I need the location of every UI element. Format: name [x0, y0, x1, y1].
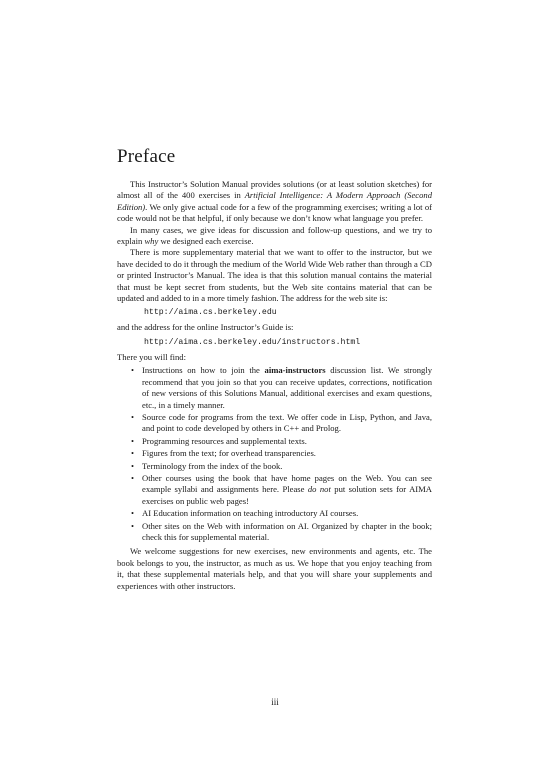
- list-item: [117, 365, 432, 411]
- resource-list: [117, 365, 432, 543]
- list-item: [117, 508, 432, 519]
- web-paragraph: There is more supplementary material that we want to offer to the instructor, but we have decided to do it through the medium of the World Wide Web rather than through a CD or printed Instructor’s Manual. The idea is that this solution manual contains the material that must be kept secret from students, but the Web site contains material that can be updated and added to in a more timely fashion. The address for the web site is:: [117, 247, 432, 304]
- do-not-emphasis: do not: [307, 484, 331, 495]
- bullet-icon: •: [131, 508, 135, 519]
- preface-content: [117, 146, 432, 592]
- intro-text-start: This Instructor’s Solution Manual provides solutions (or at least solution sketches) for almost all of the 400 exercises in: [117, 179, 432, 201]
- list-item-text: discussion list. We strongly recommend that you join so that you can receive updates, corrections, notification of new versions of this Solutions Manual, additional exercises and exam questions, etc., in a timely manner.: [142, 365, 432, 410]
- list-item-text: Terminology from the index of the book.: [142, 460, 283, 471]
- ideas-text-start: In many cases, we give ideas for discussion and follow-up questions, and we try to explain: [117, 224, 432, 247]
- intro-text-end: . We only give actual code for a few of the programming exercises; writing a lot of code would not be that helpful, if only because we don’t know what language you prefer.: [117, 201, 432, 224]
- list-item: [117, 473, 432, 507]
- list-item: [117, 412, 432, 435]
- list-item: [117, 448, 432, 459]
- list-item-text: Figures from the text; for overhead transparencies.: [142, 448, 316, 459]
- bullet-icon: •: [131, 411, 135, 422]
- list-item: [117, 461, 432, 472]
- book-title: Artificial Intelligence: A Modern Approach (Second Edition): [117, 190, 432, 212]
- ideas-text-end: we designed each exercise.: [158, 236, 254, 247]
- list-item-text: Other courses using the book that have home pages on the Web. You can see example syllabi and assignments here. Please: [142, 472, 432, 495]
- why-emphasis: why: [144, 236, 159, 247]
- bullet-icon: •: [131, 520, 135, 531]
- ideas-paragraph: [117, 225, 432, 248]
- bullet-icon: •: [131, 448, 135, 459]
- page-number: iii: [271, 697, 279, 707]
- list-item-text: AI Education information on teaching introductory AI courses.: [142, 508, 359, 519]
- intro-paragraph: [117, 179, 432, 225]
- bullet-icon: •: [131, 472, 135, 483]
- list-item-text: Instructions on how to join the: [142, 365, 265, 376]
- bullet-icon: •: [131, 435, 135, 446]
- list-item-text: Other sites on the Web with information on AI. Organized by chapter in the book; check this for supplemental material.: [142, 520, 432, 542]
- there-you-will-find-line: There you will find:: [117, 351, 186, 362]
- bullet-icon: •: [131, 365, 135, 376]
- instructors-guide-line: and the address for the online Instructor’s Guide is:: [117, 322, 294, 333]
- list-item-text: Programming resources and supplemental texts.: [142, 435, 307, 446]
- list-item-text: put solution sets for AIMA exercises on public web pages!: [142, 484, 432, 506]
- list-item: [117, 521, 432, 544]
- list-item-text: Source code for programs from the text. We offer code in Lisp, Python, and Java, and point to code developed by others in C++ and Prolog.: [142, 411, 432, 434]
- closing-paragraph: We welcome suggestions for new exercises, new environments and agents, etc. The book belongs to you, the instructor, as much as us. We hope that you enjoy teaching from it, that these supplemental materials help, and that you will share your supplements and experiences with other instructors.: [117, 546, 432, 591]
- website-url: http://aima.cs.berkeley.edu: [144, 308, 277, 318]
- list-item: [117, 436, 432, 447]
- mailing-list-name: aima-instructors: [264, 365, 326, 376]
- page-title: Preface: [117, 146, 176, 167]
- instructors-guide-url: http://aima.cs.berkeley.edu/instructors.html: [144, 337, 361, 347]
- bullet-icon: •: [131, 460, 135, 471]
